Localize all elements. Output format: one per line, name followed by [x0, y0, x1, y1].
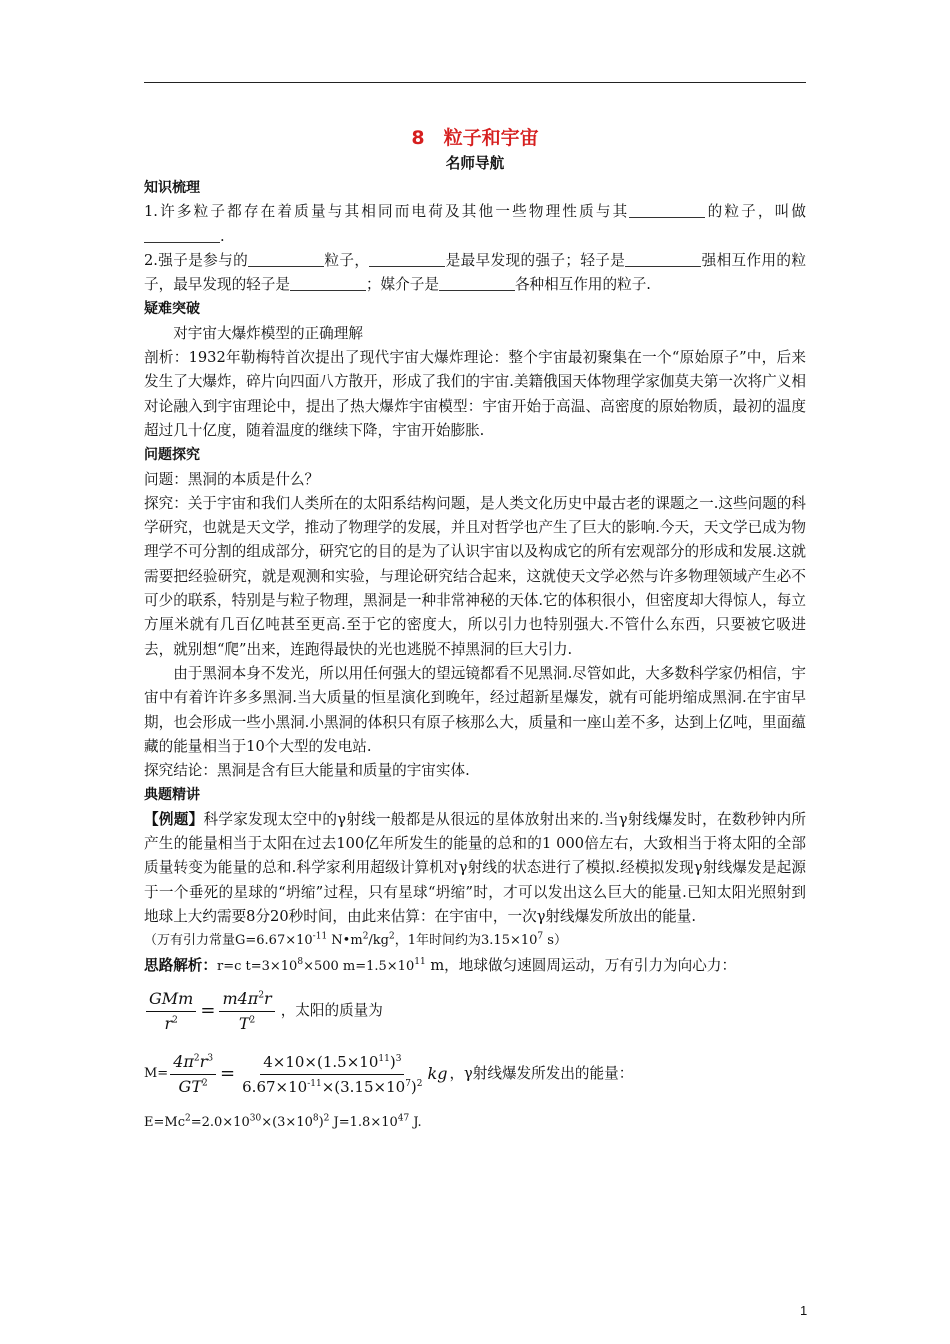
fill-blank[interactable] — [248, 252, 324, 267]
section-heading-example: 典题精讲 — [144, 787, 200, 804]
fill-blank[interactable] — [439, 276, 515, 291]
fraction: $\frac{4\pi^2r^3}{GT^2}$ — [170, 1052, 216, 1097]
inquiry-explore-2: 由于黑洞本身不发光，所以用任何强大的望远镜都看不见黑洞.尽管如此，大多数科学家仍相信，宇宙中有着许许多多黑洞.当大质量的恒星演化到晚年，经过超新星爆发，就有可能坍缩成黑洞.在宇宙早期，也会形成一些小黑洞.小黑洞的体积只有原子核那么大，质量和一座山差不多，达到上亿吨，里面蕴藏的能量相当于10个大型的发电站. — [144, 664, 806, 755]
difficulty-topic: 对宇宙大爆炸模型的正确理解 — [173, 324, 363, 342]
knowledge-item-1: 1.许多粒子都存在着质量与其相同而电荷及其他一些物理性质与其 的粒子，叫做. — [144, 203, 806, 245]
fill-blank[interactable] — [290, 276, 366, 291]
fill-blank[interactable] — [369, 252, 445, 267]
solution-intro: 思路解析：r=c $t=3\times 10^8\times 500$ $m=1.5\times 10^{11}$ m，地球做匀速圆周运动，万有引力为向心力： — [144, 956, 737, 974]
equation-gravity: $\frac{\text{GMm}}{r^2}$ = $\frac{m4\pi^2r}{T^2}$ ，太阳的质量为 — [144, 989, 806, 1034]
section-heading-inquiry: 问题探究 — [144, 447, 200, 464]
fill-blank[interactable] — [625, 252, 701, 267]
solution-label: 思路解析： — [144, 956, 217, 974]
knowledge-item-2: 2.强子是参与的 粒子， 是最早发现的强子；轻子是 强相互作用的粒子，最早发现的轻子是 ；媒介子是 各种相互作用的粒子. — [144, 251, 806, 294]
inquiry-question: 问题：黑洞的本质是什么？ — [144, 470, 320, 488]
page-subtitle: 名师导航 — [445, 155, 505, 172]
fill-blank[interactable] — [629, 203, 705, 218]
inquiry-explore: 探究：关于宇宙和我们人类所在的太阳系结构问题，是人类文化历史中最古老的课题之一.这些问题的科学研究，也就是天文学，推动了物理学的发展，并且对哲学也产生了巨大的影响.今天，天文学已成为物理学不可分割的组成部分，研究它的目的是为了认识宇宙以及构成它的所有宏观部分的形成和发展.这就需要把经验研究，就是观测和实验，与理论研究结合起来，这就使天文学必然与许多物理领域产生必不可少的联系，特别是与粒子物理，黑洞是一种非常神秘的天体.它的体积很小，但密度却大得惊人，每立方厘米就有几百亿吨甚至更高.至于它的密度大，所以引力也特别强大.不管什么东西，只要被它吸进去，就别想“爬”出来，连跑得最快的光也逃脱不掉黑洞的巨大引力. — [144, 494, 806, 658]
page-title: 8 粒子和宇宙 — [411, 127, 539, 149]
equation-sun-mass: M= $\frac{4\pi^2r^3}{GT^2}$ = $\frac{4\times 10\times(1.5\times 10^{11})^3}{6.67\times 10^{-11}\times(3.15\times 10^7)^2}$ kg ，γ射线爆发所发出的能量： — [144, 1051, 634, 1096]
page-number: 1 — [800, 1303, 808, 1318]
section-heading-difficulty: 疑难突破 — [144, 301, 200, 318]
section-heading-knowledge: 知识梳理 — [144, 180, 200, 196]
header-rule — [144, 82, 806, 83]
inquiry-conclusion: 探究结论：黑洞是含有巨大能量和质量的宇宙实体. — [144, 762, 470, 780]
energy-result: $E=Mc^2=2.0\times 10^{30}\times(3\times 10^8)^2$ $J=1.8\times 10^{47}$ J. — [144, 1113, 422, 1130]
fraction: $\frac{\text{GMm}}{r^2}$ — [146, 989, 196, 1034]
fill-blank[interactable] — [144, 228, 220, 243]
page-content — [144, 124, 806, 1135]
difficulty-analysis: 剖析：1932年勒梅特首次提出了现代宇宙大爆炸理论：整个宇宙最初聚集在一个“原始原子”中，后来发生了大爆炸，碎片向四面八方散开，形成了我们的宇宙.美籍俄国天体物理学家伽莫夫第一次将广义相对论融入到宇宙理论中，提出了热大爆炸宇宙模型：宇宙开始于高温、高密度的原始物质，最初的温度超过几十亿度，随着温度的继续下降，宇宙开始膨胀. — [144, 349, 806, 439]
example-constants: （万有引力常量$G=6.67\times 10^{-11}$ $N•m^2/kg^2$，1年时间约为$3.15\times 10^7$ s） — [144, 931, 567, 949]
example-label: 【例题】 — [144, 810, 204, 828]
fraction: $\frac{m4\pi^2r}{T^2}$ — [219, 989, 274, 1034]
fraction: $\frac{4\times 10\times(1.5\times 10^{11})^3}{6.67\times 10^{-11}\times(3.15\times 10^7)^2}$ — [242, 1052, 423, 1096]
example-problem: 【例题】科学家发现太空中的γ射线一般都是从很远的星体放射出来的.当γ射线爆发时，在数秒钟内所产生的能量相当于太阳在过去100亿年所发生的能量的总和的1 000倍左右，大致相当于将太阳的全部质量转变为能量的总和.科学家利用超级计算机对γ射线的状态进行了模拟.经模拟发现γ射线爆发是起源于一个垂死的星球的“坍缩”过程，只有星球“坍缩”时，才可以发出这么巨大的能量.已知太阳光照射到地球上大约需要8分20秒时间，由此来估算：在宇宙中，一次γ射线爆发所放出的能量. — [144, 810, 806, 925]
